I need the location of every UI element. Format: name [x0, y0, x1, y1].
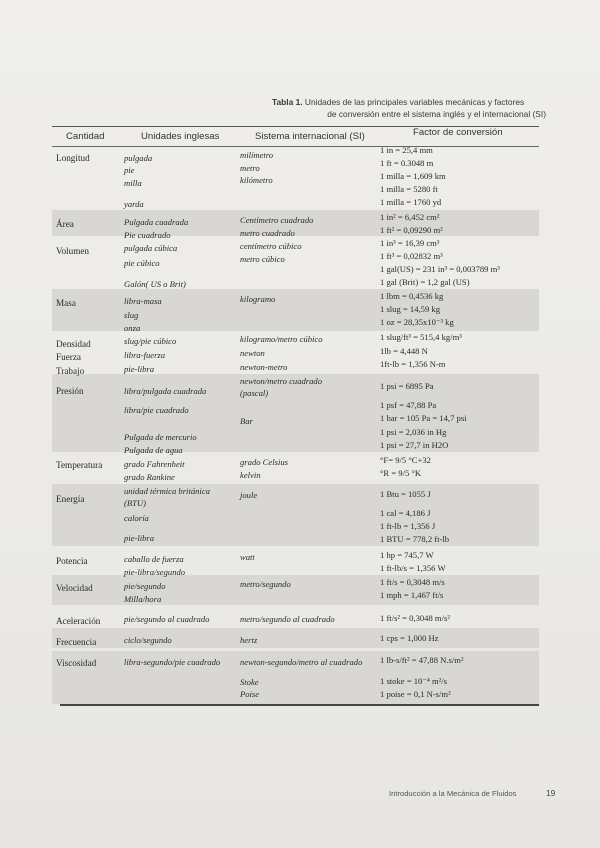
english-unit-cell: pie/segundo: [124, 581, 166, 591]
si-unit-cell: Bar: [240, 416, 253, 426]
caption-line2: de conversión entre el sistema inglés y el internacional (SI): [327, 109, 546, 119]
quantity-cell: Área: [56, 219, 74, 229]
conversion-factor-cell: °F= 9/5 °C+32: [380, 455, 431, 465]
quantity-cell: Temperatura: [56, 460, 103, 470]
conversion-factor-cell: 1 ft³ = 0,02832 m³: [380, 251, 443, 261]
si-unit-cell: hertz: [240, 635, 258, 645]
si-unit-cell: kilogramo/metro cúbico: [240, 334, 323, 344]
english-unit-cell: slug/pie cúbico: [124, 336, 177, 346]
english-unit-cell: libra/pulgada cuadrada: [124, 386, 207, 396]
si-unit-cell: newton-segundo/metro al cuadrado: [240, 657, 363, 667]
english-unit-cell: pie cúbico: [124, 258, 160, 268]
quantity-cell: Potencia: [56, 556, 88, 566]
english-unit-cell: pie-libra: [124, 533, 155, 543]
english-unit-cell: Pulgada cuadrada: [124, 217, 189, 227]
conversion-factor-cell: 1 ft/s = 0,3048 m/s: [380, 577, 445, 587]
conversion-factor-cell: 1 milla = 1760 yd: [380, 197, 442, 207]
english-unit-cell: pie-libra: [124, 364, 155, 374]
conversion-factor-cell: 1 cps = 1,000 Hz: [380, 633, 439, 643]
conversion-factor-cell: 1 psi = 2,036 in Hg: [380, 427, 447, 437]
si-unit-cell: Stoke: [240, 677, 259, 687]
conversion-factor-cell: 1 slug/ft³ = 515,4 kg/m³: [380, 332, 462, 342]
english-unit-cell: Pulgada de mercurio: [124, 432, 197, 442]
quantity-cell: Densidad: [56, 339, 91, 349]
si-unit-cell: kelvin: [240, 470, 261, 480]
english-unit-cell: yarda: [124, 199, 144, 209]
english-unit-cell: Milla/hora: [124, 594, 162, 604]
english-unit-cell: Pulgada de agua: [124, 445, 183, 455]
quantity-cell: Frecuencia: [56, 637, 97, 647]
page-number: 19: [546, 788, 556, 798]
quantity-cell: Trabajo: [56, 366, 85, 376]
conversion-factor-cell: 1 psf = 47,88 Pa: [380, 400, 437, 410]
conversion-factor-cell: 1 in² = 6,452 cm²: [380, 212, 440, 222]
english-unit-cell: slug: [124, 310, 139, 320]
quantity-cell: Volumen: [56, 246, 90, 256]
conversion-factor-cell: 1 gal (Brit) = 1,2 gal (US): [380, 277, 470, 287]
si-unit-cell: metro cúbico: [240, 254, 285, 264]
si-unit-cell: Poise: [240, 689, 260, 699]
english-unit-cell: grado Rankine: [124, 472, 175, 482]
english-unit-cell: unidad térmica británica: [124, 486, 210, 496]
si-unit-cell: metro/segundo: [240, 579, 291, 589]
si-unit-cell: kilogramo: [240, 294, 276, 304]
english-unit-cell: pie: [124, 165, 135, 175]
conversion-factor-cell: 1 gal(US) = 231 in³ = 0,003789 m³: [380, 264, 500, 274]
conversion-factor-cell: °R = 9/5 °K: [380, 468, 422, 478]
english-unit-cell: onza: [124, 323, 141, 333]
si-unit-cell: newton: [240, 348, 265, 358]
english-unit-cell: libra/pie cuadrado: [124, 405, 189, 415]
caption-label: Tabla 1.: [272, 97, 303, 107]
si-unit-cell: kilómetro: [240, 175, 273, 185]
conversion-factor-cell: 1 ft² = 0,09290 m²: [380, 225, 443, 235]
quantity-cell: Masa: [56, 298, 76, 308]
english-unit-cell: caballo de fuerza: [124, 554, 184, 564]
conversion-factor-cell: 1 slug = 14,59 kg: [380, 304, 440, 314]
header-cantidad: Cantidad: [66, 131, 105, 142]
conversion-factor-cell: 1 stoke = 10⁻⁴ m²/s: [380, 676, 447, 686]
quantity-cell: Aceleración: [56, 616, 101, 626]
english-unit-cell: pulgada: [124, 153, 153, 163]
english-unit-cell: milla: [124, 178, 142, 188]
quantity-cell: Velocidad: [56, 583, 93, 593]
conversion-factor-cell: 1 mph = 1,467 ft/s: [380, 590, 444, 600]
conversion-factor-cell: 1 milla = 1,609 km: [380, 171, 446, 181]
conversion-factor-cell: 1 oz = 28,35x10⁻³ kg: [380, 317, 454, 327]
quantity-cell: Viscosidad: [56, 658, 97, 668]
conversion-factor-cell: 1 psi = 6895 Pa: [380, 381, 434, 391]
si-unit-cell: newton/metro cuadrado: [240, 376, 323, 386]
english-unit-cell: pie/segundo al cuadrado: [124, 614, 210, 624]
conversion-factor-cell: 1 cal = 4,186 J: [380, 508, 431, 518]
conversion-factor-cell: 1 milla = 5280 ft: [380, 184, 438, 194]
conversion-factor-cell: 1lb = 4,448 N: [380, 346, 428, 356]
si-unit-cell: milímetro: [240, 150, 274, 160]
si-unit-cell: metro: [240, 163, 260, 173]
quantity-cell: Energía: [56, 494, 85, 504]
si-unit-cell: newton-metro: [240, 362, 288, 372]
header-unidades-inglesas: Unidades inglesas: [141, 131, 220, 142]
si-unit-cell: metro/segundo al cuadrado: [240, 614, 335, 624]
footer-title: Introducción a la Mecánica de Fluidos: [389, 789, 517, 798]
si-unit-cell: centímetro cúbico: [240, 241, 302, 251]
conversion-factor-cell: 1ft-lb = 1,356 N-m: [380, 359, 446, 369]
conversion-factor-cell: 1 lbm = 0,4536 kg: [380, 291, 444, 301]
conversion-factor-cell: 1 lb-s/ft² = 47,88 N.s/m²: [380, 655, 464, 665]
table-caption: [272, 96, 548, 120]
quantity-cell: Fuerza: [56, 352, 81, 362]
english-unit-cell: grado Fahrenheit: [124, 459, 185, 469]
english-unit-cell: (BTU): [124, 498, 146, 508]
si-unit-cell: metro cuadrado: [240, 228, 295, 238]
conversion-factor-cell: 1 in = 25,4 mm: [380, 145, 433, 155]
english-unit-cell: libra-masa: [124, 296, 162, 306]
si-unit-cell: Centímetro cuadrado: [240, 215, 314, 225]
conversion-factor-cell: 1 psi = 27,7 in H2O: [380, 440, 449, 450]
conversion-factor-cell: 1 BTU = 778,2 ft-lb: [380, 534, 450, 544]
english-unit-cell: pulgada cúbica: [124, 243, 178, 253]
english-unit-cell: libra-fuerza: [124, 350, 166, 360]
english-unit-cell: libra-segundo/pie cuadrado: [124, 657, 221, 667]
header-factor-conversion: Factor de conversión: [413, 127, 503, 138]
quantity-cell: Presión: [56, 386, 84, 396]
si-unit-cell: grado Celsius: [240, 457, 288, 467]
caption-line1: Unidades de las principales variables mecánicas y factores: [304, 97, 525, 107]
english-unit-cell: caloría: [124, 513, 149, 523]
conversion-factor-cell: 1 in³ = 16,39 cm³: [380, 238, 440, 248]
si-unit-cell: (pascal): [240, 388, 269, 398]
header-sistema-internacional: Sistema internacional (SI): [255, 131, 365, 142]
conversion-factor-cell: 1 ft/s² = 0,3048 m/s²: [380, 613, 450, 623]
conversion-factor-cell: 1 hp = 745,7 W: [380, 550, 434, 560]
conversion-factor-cell: 1 ft-lb = 1,356 J: [380, 521, 436, 531]
english-unit-cell: Galón( US o Brit): [124, 279, 186, 289]
english-unit-cell: ciclo/segundo: [124, 635, 172, 645]
conversion-factor-cell: 1 ft = 0.3048 m: [380, 158, 434, 168]
conversion-factor-cell: 1 bar = 105 Pa = 14,7 psi: [380, 413, 467, 423]
conversion-factor-cell: 1 Btu = 1055 J: [380, 489, 431, 499]
table-bottom-rule: [60, 704, 539, 706]
conversion-factor-cell: 1 poise = 0,1 N-s/m²: [380, 689, 451, 699]
english-unit-cell: Pie cuadrado: [124, 230, 171, 240]
conversion-factor-cell: 1 ft-lb/s = 1,356 W: [380, 563, 446, 573]
english-unit-cell: pie-libra/segundo: [124, 567, 186, 577]
si-unit-cell: watt: [240, 552, 255, 562]
table-header-rule: [52, 146, 539, 147]
quantity-cell: Longitud: [56, 153, 90, 163]
si-unit-cell: joule: [240, 490, 258, 500]
